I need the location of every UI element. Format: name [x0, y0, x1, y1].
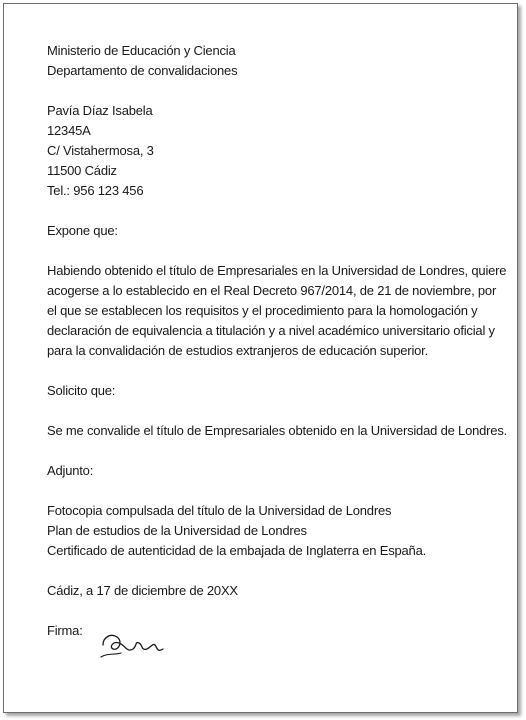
firma-label: Firma:: [47, 623, 83, 638]
applicant-name: Pavía Díaz Isabela: [47, 103, 153, 118]
expone-line: declaración de equivalencia a titulación y a nivel académico universitario oficial y: [47, 323, 495, 338]
applicant-street: C/ Vistahermosa, 3: [47, 143, 154, 158]
adjunto-list: [47, 501, 487, 561]
adjunto-item: Plan de estudios de la Universidad de Londres: [47, 523, 307, 538]
expone-line: acogerse a lo establecido en el Real Decreto 967/2014, de 21 de noviembre, por: [47, 283, 497, 298]
adjunto-heading: Adjunto:: [47, 463, 94, 478]
expone-body: [47, 261, 507, 361]
signature-row: [47, 621, 487, 661]
recipient-line-department: Departamento de convalidaciones: [47, 63, 238, 78]
recipient-header: [47, 41, 487, 81]
handwritten-signature: [97, 627, 177, 663]
expone-line: Habiendo obtenido el título de Empresariales en la Universidad de Londres, quiere: [47, 263, 507, 278]
expone-line: para la convalidación de estudios extranjeros de educación superior.: [47, 343, 428, 358]
expone-line: el que se establecen los requisitos y el procedimiento para la homologación y: [47, 303, 478, 318]
adjunto-item: Fotocopia compulsada del título de la Universidad de Londres: [47, 503, 392, 518]
applicant-id: 12345A: [47, 123, 91, 138]
applicant-city: 11500 Cádiz: [47, 163, 117, 178]
applicant-details: [47, 101, 487, 201]
letter-sheet: [3, 3, 518, 713]
applicant-phone: Tel.: 956 123 456: [47, 183, 144, 198]
place-date: Cádiz, a 17 de diciembre de 20XX: [47, 583, 238, 598]
letter-content: [47, 41, 508, 661]
adjunto-item: Certificado de autenticidad de la embajada de Inglaterra en España.: [47, 543, 427, 558]
solicito-heading: Solicito que:: [47, 383, 116, 398]
expone-heading: Expone que:: [47, 223, 118, 238]
recipient-line-ministry: Ministerio de Educación y Ciencia: [47, 43, 236, 58]
solicito-body: Se me convalide el título de Empresariales obtenido en la Universidad de Londres.: [47, 423, 508, 438]
